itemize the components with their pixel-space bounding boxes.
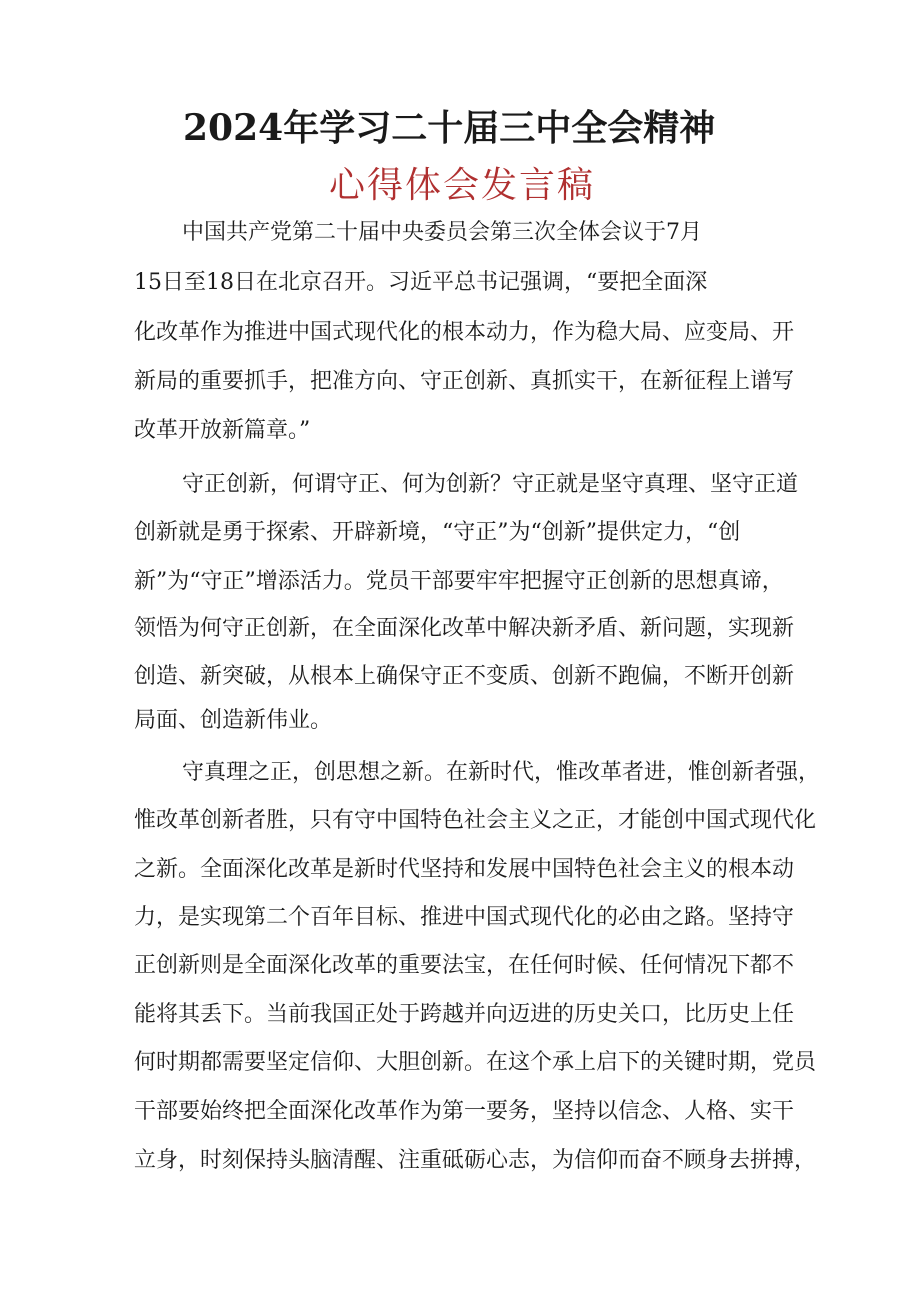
paragraph-line: 领悟为何守正创新，在全面深化改革中解决新矛盾、新问题，实现新 <box>134 616 795 641</box>
paragraph-line: 力，是实现第二个百年目标、推进中国式现代化的必由之路。坚持守 <box>134 905 795 930</box>
paragraph-line: 何时期都需要坚定信仰、大胆创新。在这个承上启下的关键时期，党员 <box>134 1050 817 1075</box>
paragraph-line: 立身，时刻保持头脑清醒、注重砥砺心志，为信仰而奋不顾身去拼搏， <box>134 1148 817 1173</box>
paragraph-line: 正创新则是全面深化改革的重要法宝，在任何时候、任何情况下都不 <box>134 953 795 978</box>
paragraph-line: 创造、新突破，从根本上确保守正不变质、创新不跑偏，不断开创新 <box>134 664 795 689</box>
paragraph-line: 守正创新，何谓守正、何为创新？守正就是坚守真理、坚守正道 <box>182 472 799 497</box>
paragraph-line: 干部要始终把全面深化改革作为第一要务，坚持以信念、人格、实干 <box>134 1099 795 1124</box>
paragraph-line: 15日至18日在北京召开。习近平总书记强调，“要把全面深 <box>134 270 708 295</box>
paragraph-line: 新”为“守正”增添活力。党员干部要牢牢把握守正创新的思想真谛， <box>134 569 784 594</box>
paragraph-line: 创新就是勇于探索、开辟新境，“守正”为“创新”提供定力，“创 <box>134 520 741 545</box>
document-subtitle: 心得体会发言稿 <box>329 165 596 206</box>
paragraph-line: 局面、创造新伟业。 <box>134 708 333 733</box>
paragraph-line: 新局的重要抓手，把准方向、守正创新、真抓实干，在新征程上谱写 <box>134 369 795 394</box>
paragraph-line: 守真理之正，创思想之新。在新时代，惟改革者进，惟创新者强， <box>182 760 821 785</box>
paragraph-line: 中国共产党第二十届中央委员会第三次全体会议于7月 <box>182 220 702 245</box>
paragraph-line: 能将其丢下。当前我国正处于跨越并向迈进的历史关口，比历史上任 <box>134 1002 795 1027</box>
document-title: 2024年学习二十届三中全会精神 <box>183 107 716 149</box>
paragraph-line: 惟改革创新者胜，只有守中国特色社会主义之正，才能创中国式现代化 <box>134 808 817 833</box>
paragraph-line: 改革开放新篇章。” <box>134 418 311 443</box>
paragraph-line: 之新。全面深化改革是新时代坚持和发展中国特色社会主义的根本动 <box>134 857 795 882</box>
paragraph-line: 化改革作为推进中国式现代化的根本动力，作为稳大局、应变局、开 <box>134 320 795 345</box>
